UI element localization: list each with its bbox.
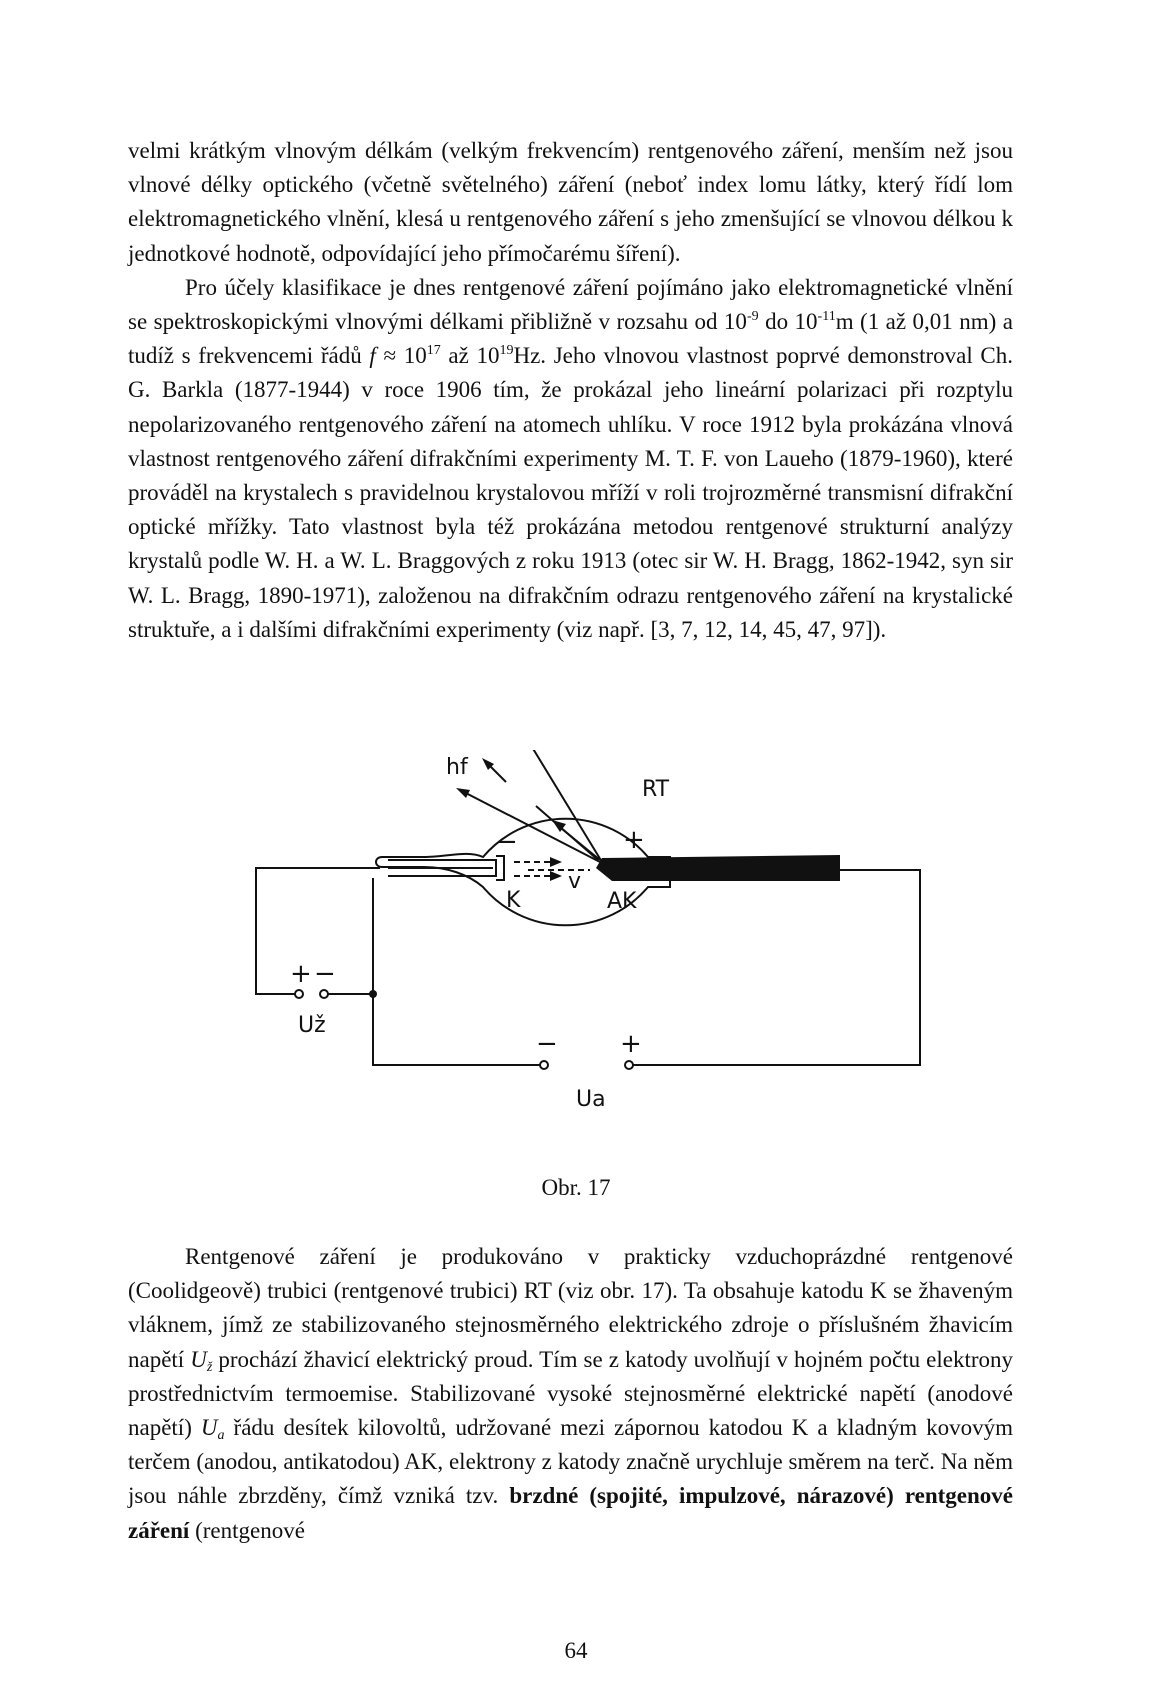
label-uz: Už	[298, 1013, 326, 1038]
p2-text-3: m (1 až 0,01 nm) a tudíž s frekvencemi řádů	[128, 309, 1013, 369]
p3-text-2: prochází žhavicí elektrický proud. Tím se z katody uvolňují v hojném počtu elektrony prostřednictvím termoemise. Stabilizované vysoké stejnosměrné elektrické napětí (anodové napětí)	[128, 1346, 1013, 1441]
xray-tube-diagram	[250, 750, 940, 1140]
p3-text-4: (rentgenové	[189, 1517, 305, 1543]
terminals	[295, 990, 633, 1069]
paragraph-1: velmi krátkým vlnovým délkám (velkým frekvencím) rentgenového záření, menším než jsou vlnové délky optického (včetně světelného) záření (neboť index lomu látky, který řídí lom elektromagnetického vlnění, klesá u rentgenového záření s jeho zmenšující se vlnovou délkou k jednotkové hodnotě, odpovídající jeho přímočarému šíření).	[128, 138, 1013, 266]
p3-bold-term: brzdné (spojité, impulzové, nárazové) rentgenové záření	[128, 1483, 1013, 1543]
p2-exponent-1: -9	[746, 309, 759, 325]
p2-exponent-2: -11	[817, 309, 836, 325]
p3-uz-symbol: U	[190, 1346, 207, 1372]
figure-caption: Obr. 17	[541, 1175, 611, 1200]
circuit-wires	[256, 868, 920, 1065]
text-block-bottom	[128, 1240, 1013, 1548]
label-hf: hf	[446, 755, 468, 780]
p3-ua-subscript: a	[217, 1428, 225, 1444]
figure-xray-tube	[250, 750, 940, 1140]
uz-terminal-plus	[295, 990, 303, 998]
cathode-cup	[496, 856, 504, 880]
uz-plus-sign: +	[290, 959, 312, 989]
paragraph-3	[128, 1240, 1013, 1548]
p3-ua-symbol: U	[200, 1415, 218, 1441]
anode-target	[596, 855, 840, 881]
p2-text-6: Hz. Jeho vlnovou vlastnost poprvé demonstroval Ch. G. Barkla (1877-1944) v roce 1906 tím, že prokázal jeho lineární polarizaci při rozptylu nepolarizovaného rentgenového záření na atomech uhlíku. V roce 1912 byla prokázána vlnová vlastnost rentgenového záření difrakčními experimenty M. T. F. von Laueho (1879-1960), které prováděl na krystalech s pravidelnou krystalovou mříží v roli trojrozměrné transmisní difrakční optické mřížky. Tato vlastnost byla též prokázána metodou rentgenové strukturní analýzy krystalů podle W. H. a W. L. Braggových z roku 1913 (otec sir W. H. Bragg, 1862-1942, syn sir W. L. Bragg, 1890-1971), založenou na difrakčním odrazu rentgenového záření na krystalické struktuře, a i dalšími difrakčními experimenty (viz např. [3, 7, 12, 14, 45, 47, 97]).	[128, 343, 1014, 642]
p2-text-5: až 10	[440, 343, 500, 369]
tube-cathode-sign: −	[496, 827, 518, 857]
junction-dot	[369, 990, 377, 998]
ua-terminal-plus	[625, 1061, 633, 1069]
xray-rays	[460, 750, 602, 862]
p2-text-4: ≈ 10	[375, 343, 427, 369]
anode-wire-right	[633, 870, 920, 1065]
ua-minus-sign: −	[536, 1029, 558, 1059]
uz-minus-sign: −	[314, 959, 336, 989]
label-anode: AK	[607, 889, 637, 914]
label-rt: RT	[642, 777, 670, 802]
p3-text-3: řádu desítek kilovoltů, udržované mezi zápornou katodou K a kladným kovovým terčem (anodou, antikatodou) AK, elektrony z katody značně urychluje směrem na terč. Na něm jsou náhle zbrzděny, čímž vzniká tzv.	[128, 1415, 1013, 1509]
p2-frequency-symbol: f	[369, 343, 376, 369]
label-velocity: v	[568, 869, 582, 894]
label-ua: Ua	[576, 1087, 606, 1112]
label-cathode: K	[506, 888, 521, 913]
ua-plus-sign: +	[620, 1029, 642, 1059]
p2-exponent-3: 17	[426, 343, 441, 359]
tube-anode-sign: +	[623, 825, 645, 855]
ua-terminal-minus	[540, 1061, 548, 1069]
anode-wire-left	[373, 994, 540, 1065]
p3-uz-subscript: ž	[206, 1359, 213, 1375]
uz-terminal-minus	[320, 990, 328, 998]
p2-exponent-4: 19	[499, 343, 514, 359]
page-number: 64	[564, 1638, 588, 1663]
p2-text-2: do 10	[758, 309, 818, 335]
text-block-top	[128, 134, 1013, 647]
paragraph-2	[128, 271, 1013, 647]
p2-text-1: Pro účely klasifikace je dnes rentgenové záření pojímáno jako elektromagnetické vlnění se spektroskopickými vlnovými délkami přibližně v rozsahu od 10	[128, 274, 1013, 335]
p3-text-1: Rentgenové záření je produkováno v prakticky vzduchoprázdné rentgenové (Coolidgeově) trubici (rentgenové trubici) RT (viz obr. 17). Ta obsahuje katodu K se žhaveným vláknem, jímž ze stabilizovaného stejnosměrného elektrického zdroje o příslušném žhavicím napětí	[128, 1244, 1013, 1372]
xray-ray-2	[518, 750, 602, 862]
